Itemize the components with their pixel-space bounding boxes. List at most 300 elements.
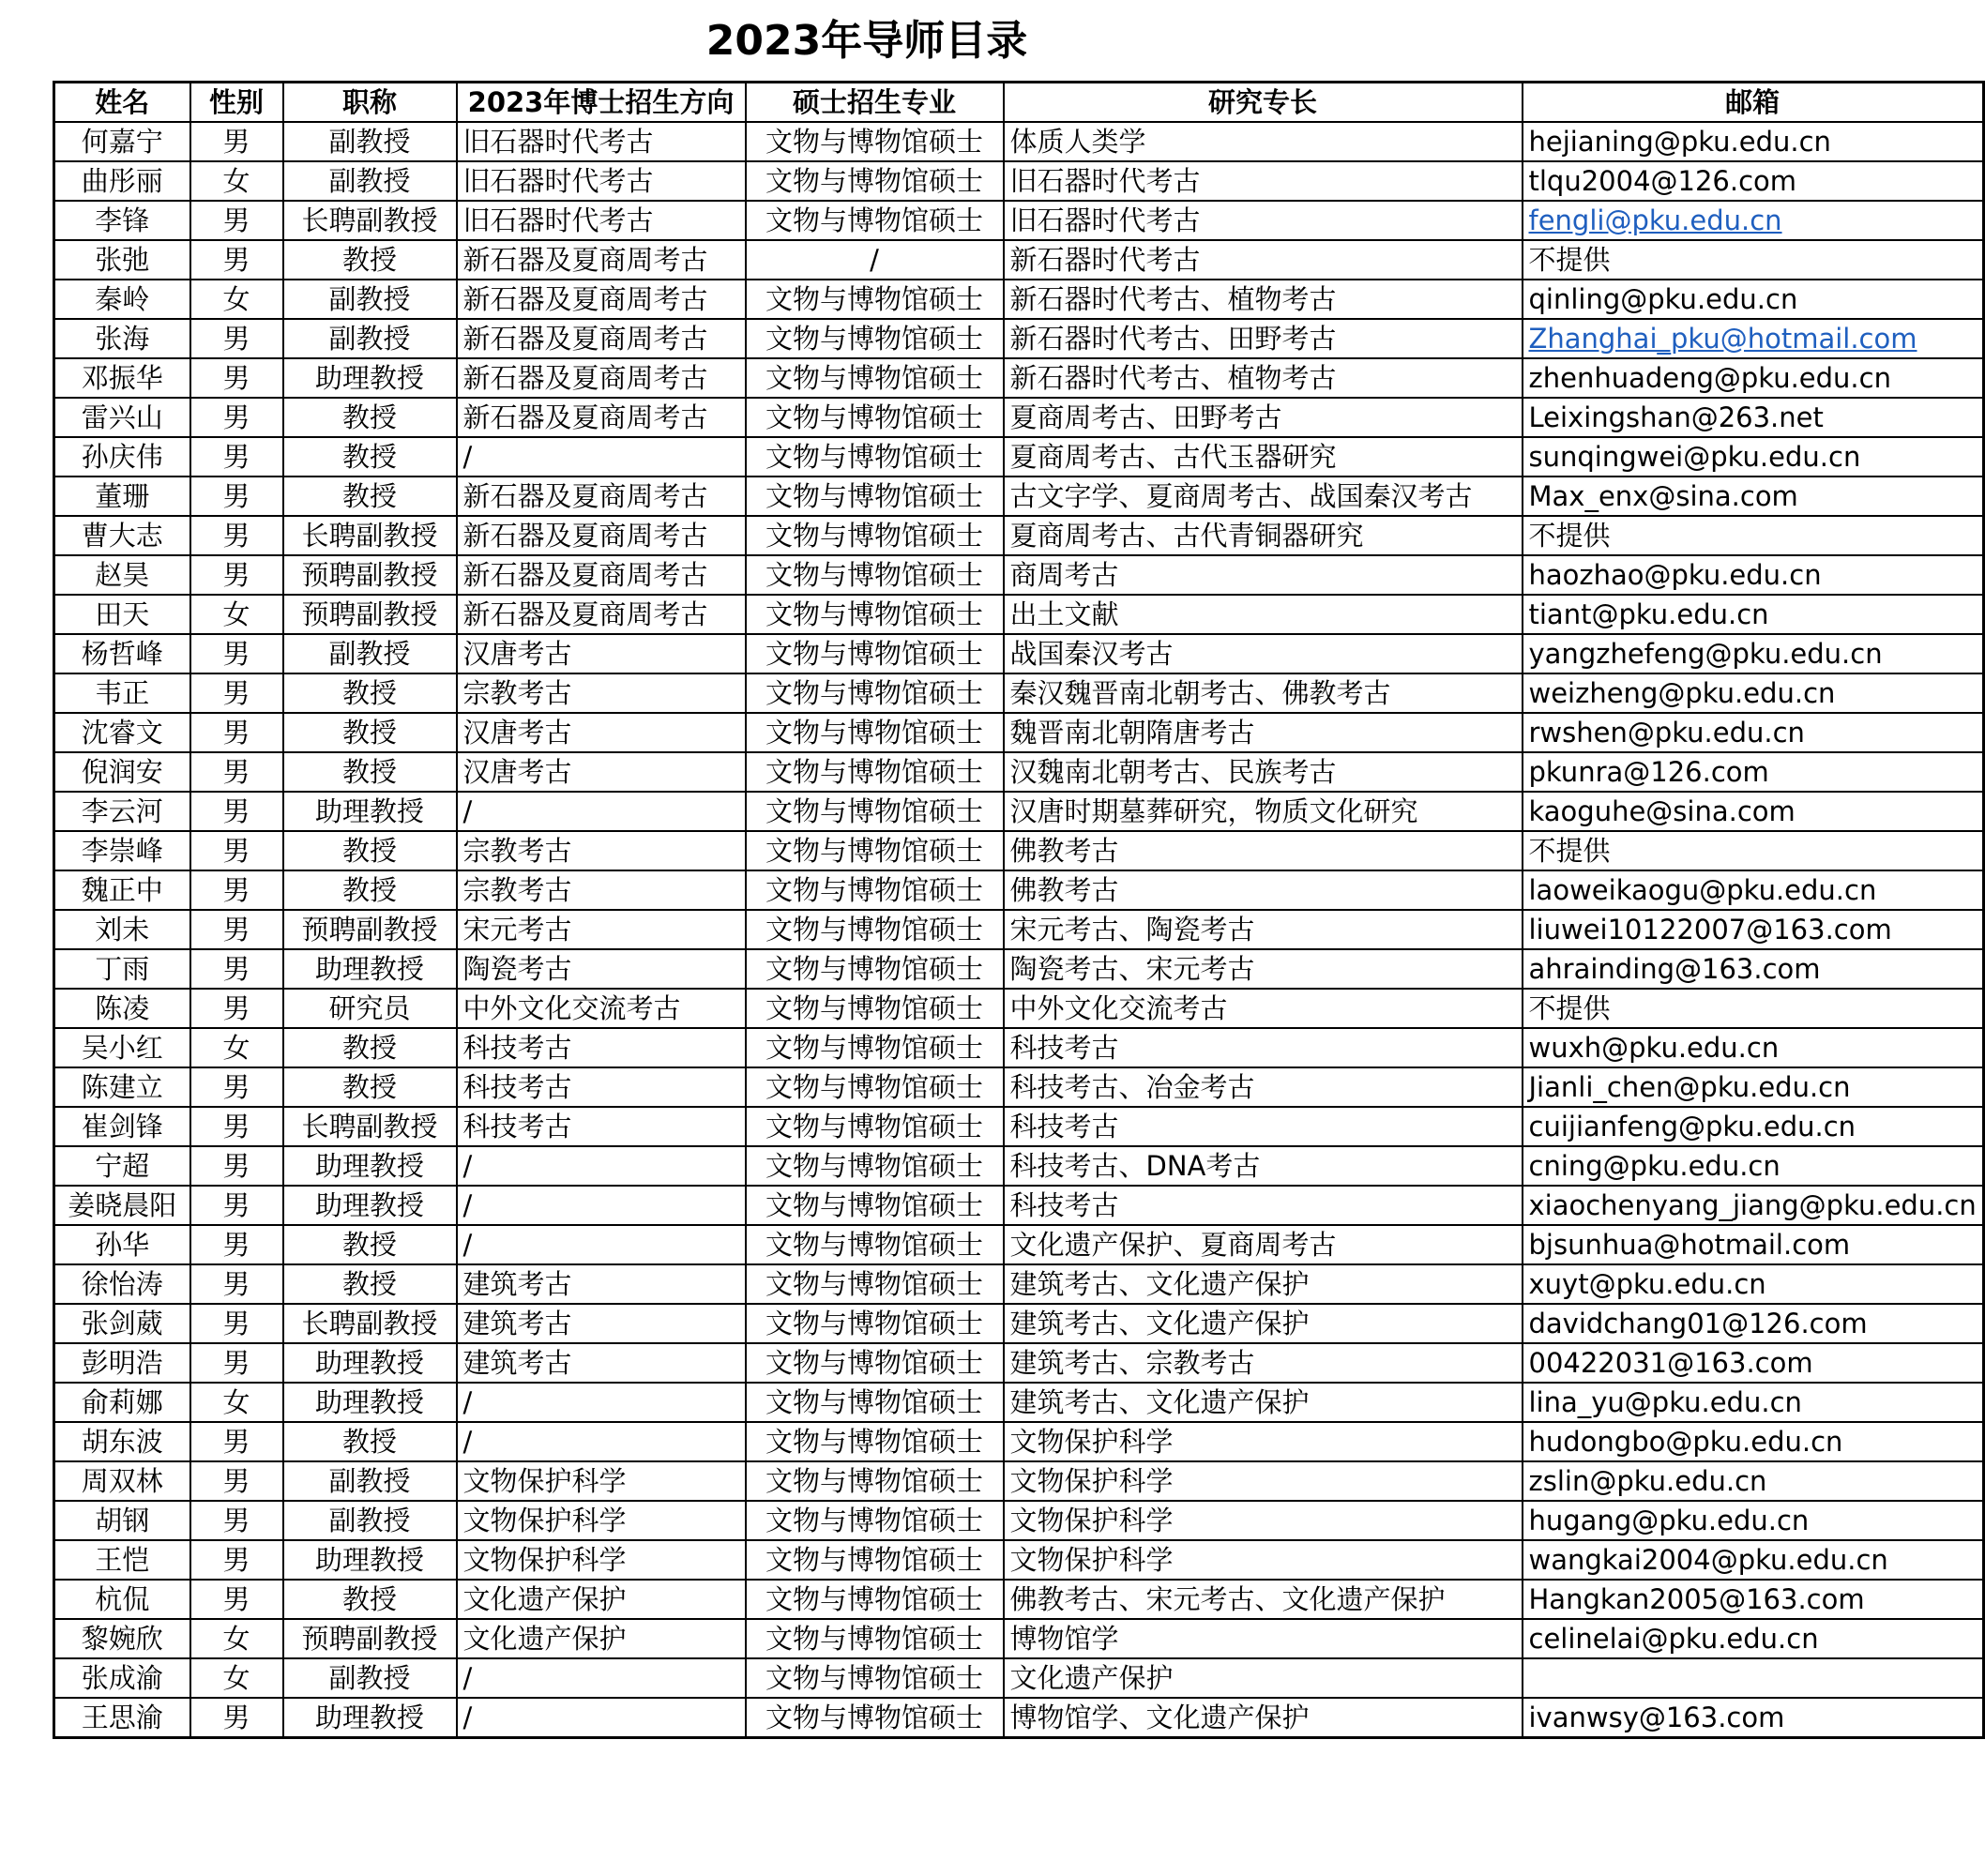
- cell-gender: 男: [190, 122, 283, 161]
- cell-title: 教授: [283, 831, 457, 870]
- cell-phd-direction: /: [457, 792, 746, 831]
- table-row: [54, 477, 1984, 516]
- cell-master-major: 文物与博物馆硕士: [746, 555, 1004, 595]
- cell-email: celinelai@pku.edu.cn: [1523, 1619, 1984, 1658]
- cell-name: 韦正: [54, 673, 190, 713]
- table-row: [54, 1225, 1984, 1264]
- table-row: [54, 1698, 1984, 1738]
- table-row: [54, 831, 1984, 870]
- cell-master-major: 文物与博物馆硕士: [746, 319, 1004, 358]
- cell-phd-direction: 科技考古: [457, 1107, 746, 1146]
- cell-title: 长聘副教授: [283, 516, 457, 555]
- table-row: [54, 1146, 1984, 1186]
- cell-research: 夏商周考古、古代青铜器研究: [1004, 516, 1523, 555]
- cell-research: 建筑考古、宗教考古: [1004, 1343, 1523, 1383]
- cell-phd-direction: /: [457, 1186, 746, 1225]
- cell-gender: 男: [190, 1107, 283, 1146]
- cell-title: 教授: [283, 870, 457, 910]
- cell-phd-direction: /: [457, 1422, 746, 1461]
- header-phd-direction: 2023年博士招生方向: [457, 83, 746, 123]
- cell-name: 李锋: [54, 201, 190, 240]
- table-row: [54, 280, 1984, 319]
- cell-research: 建筑考古、文化遗产保护: [1004, 1383, 1523, 1422]
- cell-gender: 男: [190, 319, 283, 358]
- cell-research: 魏晋南北朝隋唐考古: [1004, 713, 1523, 752]
- cell-phd-direction: 汉唐考古: [457, 752, 746, 792]
- cell-research: 新石器时代考古、植物考古: [1004, 358, 1523, 398]
- cell-title: 教授: [283, 1580, 457, 1619]
- cell-title: 副教授: [283, 1658, 457, 1698]
- cell-phd-direction: 新石器及夏商周考古: [457, 319, 746, 358]
- cell-phd-direction: /: [457, 1698, 746, 1738]
- cell-phd-direction: 新石器及夏商周考古: [457, 477, 746, 516]
- table-row: [54, 122, 1984, 161]
- cell-title: 副教授: [283, 319, 457, 358]
- cell-research: 夏商周考古、田野考古: [1004, 398, 1523, 437]
- cell-research: 汉魏南北朝考古、民族考古: [1004, 752, 1523, 792]
- cell-master-major: 文物与博物馆硕士: [746, 1658, 1004, 1698]
- cell-phd-direction: 文物保护科学: [457, 1461, 746, 1501]
- table-row: [54, 1383, 1984, 1422]
- cell-email: laoweikaogu@pku.edu.cn: [1523, 870, 1984, 910]
- cell-research: 新石器时代考古、田野考古: [1004, 319, 1523, 358]
- page-title: 2023年导师目录: [705, 17, 1028, 65]
- cell-master-major: 文物与博物馆硕士: [746, 1304, 1004, 1343]
- cell-gender: 女: [190, 280, 283, 319]
- cell-name: 杨哲峰: [54, 634, 190, 673]
- header-title: 职称: [283, 83, 457, 123]
- cell-email: 不提供: [1523, 240, 1984, 280]
- cell-gender: 男: [190, 1698, 283, 1738]
- cell-gender: 男: [190, 1146, 283, 1186]
- cell-email: lina_yu@pku.edu.cn: [1523, 1383, 1984, 1422]
- cell-email[interactable]: fengli@pku.edu.cn: [1523, 201, 1984, 240]
- cell-name: 陈凌: [54, 989, 190, 1028]
- table-row: [54, 161, 1984, 201]
- table-row: [54, 1658, 1984, 1698]
- cell-gender: 男: [190, 1461, 283, 1501]
- cell-email: 不提供: [1523, 831, 1984, 870]
- cell-research: 战国秦汉考古: [1004, 634, 1523, 673]
- table-row: [54, 634, 1984, 673]
- cell-title: 助理教授: [283, 358, 457, 398]
- cell-phd-direction: 中外文化交流考古: [457, 989, 746, 1028]
- cell-title: 教授: [283, 398, 457, 437]
- cell-research: 陶瓷考古、宋元考古: [1004, 949, 1523, 989]
- table-row: [54, 1304, 1984, 1343]
- cell-email: ahrainding@163.com: [1523, 949, 1984, 989]
- cell-name: 张海: [54, 319, 190, 358]
- cell-phd-direction: 文化遗产保护: [457, 1619, 746, 1658]
- header-row: [54, 83, 1984, 123]
- table-row: [54, 752, 1984, 792]
- cell-gender: 男: [190, 516, 283, 555]
- cell-master-major: 文物与博物馆硕士: [746, 1107, 1004, 1146]
- cell-master-major: 文物与博物馆硕士: [746, 634, 1004, 673]
- table-row: [54, 1580, 1984, 1619]
- cell-phd-direction: 建筑考古: [457, 1304, 746, 1343]
- cell-research: 文物保护科学: [1004, 1501, 1523, 1540]
- cell-master-major: 文物与博物馆硕士: [746, 1028, 1004, 1067]
- cell-email: zhenhuadeng@pku.edu.cn: [1523, 358, 1984, 398]
- table-row: [54, 1028, 1984, 1067]
- cell-master-major: 文物与博物馆硕士: [746, 1343, 1004, 1383]
- cell-research: 文化遗产保护、夏商周考古: [1004, 1225, 1523, 1264]
- cell-title: 教授: [283, 1028, 457, 1067]
- cell-master-major: 文物与博物馆硕士: [746, 752, 1004, 792]
- cell-email: yangzhefeng@pku.edu.cn: [1523, 634, 1984, 673]
- cell-phd-direction: 科技考古: [457, 1067, 746, 1107]
- cell-title: 预聘副教授: [283, 595, 457, 634]
- cell-email: bjsunhua@hotmail.com: [1523, 1225, 1984, 1264]
- cell-title: 长聘副教授: [283, 201, 457, 240]
- cell-gender: 男: [190, 358, 283, 398]
- table-row: [54, 1107, 1984, 1146]
- cell-title: 教授: [283, 1264, 457, 1304]
- table-row: [54, 398, 1984, 437]
- cell-phd-direction: /: [457, 1146, 746, 1186]
- cell-email: cuijianfeng@pku.edu.cn: [1523, 1107, 1984, 1146]
- cell-title: 教授: [283, 477, 457, 516]
- table-row: [54, 1422, 1984, 1461]
- cell-master-major: 文物与博物馆硕士: [746, 1146, 1004, 1186]
- cell-name: 田天: [54, 595, 190, 634]
- cell-title: 助理教授: [283, 1186, 457, 1225]
- cell-phd-direction: 旧石器时代考古: [457, 161, 746, 201]
- cell-email: sunqingwei@pku.edu.cn: [1523, 437, 1984, 477]
- cell-phd-direction: 汉唐考古: [457, 713, 746, 752]
- cell-phd-direction: 宗教考古: [457, 673, 746, 713]
- cell-research: 博物馆学: [1004, 1619, 1523, 1658]
- cell-title: 教授: [283, 713, 457, 752]
- cell-title: 副教授: [283, 122, 457, 161]
- table-row: [54, 319, 1984, 358]
- cell-gender: 女: [190, 595, 283, 634]
- cell-research: 佛教考古、宋元考古、文化遗产保护: [1004, 1580, 1523, 1619]
- cell-research: 汉唐时期墓葬研究，物质文化研究: [1004, 792, 1523, 831]
- cell-title: 教授: [283, 673, 457, 713]
- cell-phd-direction: 新石器及夏商周考古: [457, 595, 746, 634]
- cell-email: Hangkan2005@163.com: [1523, 1580, 1984, 1619]
- cell-research: 佛教考古: [1004, 831, 1523, 870]
- cell-email: wuxh@pku.edu.cn: [1523, 1028, 1984, 1067]
- cell-master-major: 文物与博物馆硕士: [746, 280, 1004, 319]
- cell-master-major: 文物与博物馆硕士: [746, 949, 1004, 989]
- table-row: [54, 673, 1984, 713]
- cell-research: 秦汉魏晋南北朝考古、佛教考古: [1004, 673, 1523, 713]
- cell-phd-direction: 文物保护科学: [457, 1540, 746, 1580]
- cell-master-major: 文物与博物馆硕士: [746, 1225, 1004, 1264]
- cell-name: 胡钢: [54, 1501, 190, 1540]
- cell-research: 博物馆学、文化遗产保护: [1004, 1698, 1523, 1738]
- table-row: [54, 870, 1984, 910]
- cell-master-major: 文物与博物馆硕士: [746, 398, 1004, 437]
- cell-phd-direction: 宗教考古: [457, 831, 746, 870]
- cell-title: 教授: [283, 1422, 457, 1461]
- cell-master-major: 文物与博物馆硕士: [746, 1461, 1004, 1501]
- cell-gender: 男: [190, 398, 283, 437]
- table-row: [54, 1067, 1984, 1107]
- cell-email: 不提供: [1523, 989, 1984, 1028]
- cell-master-major: 文物与博物馆硕士: [746, 1698, 1004, 1738]
- cell-gender: 男: [190, 634, 283, 673]
- cell-name: 丁雨: [54, 949, 190, 989]
- cell-phd-direction: 旧石器时代考古: [457, 201, 746, 240]
- cell-name: 周双林: [54, 1461, 190, 1501]
- cell-research: 科技考古: [1004, 1107, 1523, 1146]
- table-row: [54, 989, 1984, 1028]
- cell-title: 助理教授: [283, 1383, 457, 1422]
- cell-title: 副教授: [283, 280, 457, 319]
- cell-research: 科技考古、DNA考古: [1004, 1146, 1523, 1186]
- cell-email: liuwei10122007@163.com: [1523, 910, 1984, 949]
- cell-gender: 男: [190, 870, 283, 910]
- table-row: [54, 1619, 1984, 1658]
- cell-title: 教授: [283, 437, 457, 477]
- cell-gender: 男: [190, 1580, 283, 1619]
- table-row: [54, 358, 1984, 398]
- cell-gender: 男: [190, 673, 283, 713]
- cell-gender: 男: [190, 1225, 283, 1264]
- cell-master-major: 文物与博物馆硕士: [746, 437, 1004, 477]
- cell-research: 佛教考古: [1004, 870, 1523, 910]
- cell-name: 崔剑锋: [54, 1107, 190, 1146]
- cell-gender: 男: [190, 1343, 283, 1383]
- cell-name: 董珊: [54, 477, 190, 516]
- cell-name: 赵昊: [54, 555, 190, 595]
- cell-email: Jianli_chen@pku.edu.cn: [1523, 1067, 1984, 1107]
- cell-name: 李云河: [54, 792, 190, 831]
- cell-email: 00422031@163.com: [1523, 1343, 1984, 1383]
- cell-research: 宋元考古、陶瓷考古: [1004, 910, 1523, 949]
- table-row: [54, 595, 1984, 634]
- cell-master-major: 文物与博物馆硕士: [746, 477, 1004, 516]
- header-master-major: 硕士招生专业: [746, 83, 1004, 123]
- header-email: 邮箱: [1523, 83, 1984, 123]
- cell-name: 彭明浩: [54, 1343, 190, 1383]
- cell-email: davidchang01@126.com: [1523, 1304, 1984, 1343]
- cell-master-major: 文物与博物馆硕士: [746, 358, 1004, 398]
- table-row: [54, 1264, 1984, 1304]
- cell-email: ivanwsy@163.com: [1523, 1698, 1984, 1738]
- cell-master-major: 文物与博物馆硕士: [746, 1186, 1004, 1225]
- table-row: [54, 1501, 1984, 1540]
- header-research: 研究专长: [1004, 83, 1523, 123]
- cell-gender: 男: [190, 1067, 283, 1107]
- advisor-directory-table: [53, 81, 1985, 1739]
- cell-master-major: 文物与博物馆硕士: [746, 870, 1004, 910]
- cell-title: 教授: [283, 240, 457, 280]
- cell-master-major: 文物与博物馆硕士: [746, 1264, 1004, 1304]
- cell-master-major: 文物与博物馆硕士: [746, 1501, 1004, 1540]
- cell-master-major: 文物与博物馆硕士: [746, 989, 1004, 1028]
- cell-gender: 男: [190, 201, 283, 240]
- cell-gender: 女: [190, 1028, 283, 1067]
- cell-gender: 女: [190, 1383, 283, 1422]
- cell-phd-direction: 新石器及夏商周考古: [457, 358, 746, 398]
- cell-master-major: 文物与博物馆硕士: [746, 1580, 1004, 1619]
- cell-title: 助理教授: [283, 1698, 457, 1738]
- cell-gender: 男: [190, 477, 283, 516]
- cell-phd-direction: /: [457, 1383, 746, 1422]
- cell-master-major: 文物与博物馆硕士: [746, 713, 1004, 752]
- table-row: [54, 437, 1984, 477]
- cell-title: 教授: [283, 1225, 457, 1264]
- cell-title: 助理教授: [283, 1146, 457, 1186]
- cell-research: 科技考古: [1004, 1186, 1523, 1225]
- table-row: [54, 555, 1984, 595]
- cell-master-major: 文物与博物馆硕士: [746, 1619, 1004, 1658]
- cell-name: 杭侃: [54, 1580, 190, 1619]
- table-row: [54, 240, 1984, 280]
- cell-gender: 男: [190, 1186, 283, 1225]
- cell-phd-direction: 陶瓷考古: [457, 949, 746, 989]
- cell-gender: 男: [190, 240, 283, 280]
- table-row: [54, 201, 1984, 240]
- cell-title: 教授: [283, 1067, 457, 1107]
- cell-master-major: 文物与博物馆硕士: [746, 792, 1004, 831]
- cell-gender: 男: [190, 752, 283, 792]
- cell-email: Max_enx@sina.com: [1523, 477, 1984, 516]
- cell-email: hugang@pku.edu.cn: [1523, 1501, 1984, 1540]
- cell-title: 助理教授: [283, 792, 457, 831]
- cell-email: cning@pku.edu.cn: [1523, 1146, 1984, 1186]
- cell-name: 雷兴山: [54, 398, 190, 437]
- cell-name: 张成渝: [54, 1658, 190, 1698]
- cell-name: 孙华: [54, 1225, 190, 1264]
- cell-gender: 男: [190, 1422, 283, 1461]
- cell-research: 中外文化交流考古: [1004, 989, 1523, 1028]
- cell-name: 王恺: [54, 1540, 190, 1580]
- cell-name: 曹大志: [54, 516, 190, 555]
- cell-gender: 男: [190, 910, 283, 949]
- cell-gender: 男: [190, 989, 283, 1028]
- cell-gender: 男: [190, 437, 283, 477]
- table-row: [54, 1343, 1984, 1383]
- cell-gender: 男: [190, 792, 283, 831]
- cell-title: 长聘副教授: [283, 1304, 457, 1343]
- cell-research: 建筑考古、文化遗产保护: [1004, 1304, 1523, 1343]
- cell-name: 孙庆伟: [54, 437, 190, 477]
- cell-gender: 男: [190, 831, 283, 870]
- cell-gender: 男: [190, 1264, 283, 1304]
- cell-name: 俞莉娜: [54, 1383, 190, 1422]
- table-row: [54, 792, 1984, 831]
- cell-master-major: 文物与博物馆硕士: [746, 1383, 1004, 1422]
- cell-email[interactable]: Zhanghai_pku@hotmail.com: [1523, 319, 1984, 358]
- cell-research: 文物保护科学: [1004, 1422, 1523, 1461]
- cell-phd-direction: 新石器及夏商周考古: [457, 398, 746, 437]
- cell-phd-direction: 文化遗产保护: [457, 1580, 746, 1619]
- cell-research: 建筑考古、文化遗产保护: [1004, 1264, 1523, 1304]
- cell-name: 吴小红: [54, 1028, 190, 1067]
- cell-email: zslin@pku.edu.cn: [1523, 1461, 1984, 1501]
- cell-name: 曲彤丽: [54, 161, 190, 201]
- table-row: [54, 949, 1984, 989]
- cell-phd-direction: 建筑考古: [457, 1343, 746, 1383]
- cell-title: 助理教授: [283, 1343, 457, 1383]
- cell-title: 副教授: [283, 1461, 457, 1501]
- cell-title: 预聘副教授: [283, 1619, 457, 1658]
- cell-email: 不提供: [1523, 516, 1984, 555]
- cell-email: [1523, 1658, 1984, 1698]
- cell-name: 徐怡涛: [54, 1264, 190, 1304]
- cell-gender: 男: [190, 1540, 283, 1580]
- header-gender: 性别: [190, 83, 283, 123]
- cell-phd-direction: 宋元考古: [457, 910, 746, 949]
- cell-research: 科技考古: [1004, 1028, 1523, 1067]
- cell-research: 出土文献: [1004, 595, 1523, 634]
- cell-gender: 男: [190, 949, 283, 989]
- header-name: 姓名: [54, 83, 190, 123]
- cell-name: 胡东波: [54, 1422, 190, 1461]
- cell-phd-direction: 宗教考古: [457, 870, 746, 910]
- cell-master-major: 文物与博物馆硕士: [746, 1540, 1004, 1580]
- cell-research: 文化遗产保护: [1004, 1658, 1523, 1698]
- cell-research: 夏商周考古、古代玉器研究: [1004, 437, 1523, 477]
- cell-gender: 女: [190, 161, 283, 201]
- cell-research: 新石器时代考古、植物考古: [1004, 280, 1523, 319]
- cell-research: 新石器时代考古: [1004, 240, 1523, 280]
- cell-name: 陈建立: [54, 1067, 190, 1107]
- cell-master-major: /: [746, 240, 1004, 280]
- cell-gender: 男: [190, 1304, 283, 1343]
- cell-title: 副教授: [283, 1501, 457, 1540]
- cell-phd-direction: /: [457, 1225, 746, 1264]
- cell-research: 旧石器时代考古: [1004, 161, 1523, 201]
- cell-master-major: 文物与博物馆硕士: [746, 1422, 1004, 1461]
- cell-name: 何嘉宁: [54, 122, 190, 161]
- table-row: [54, 1461, 1984, 1501]
- cell-email: tiant@pku.edu.cn: [1523, 595, 1984, 634]
- cell-gender: 女: [190, 1658, 283, 1698]
- cell-research: 文物保护科学: [1004, 1540, 1523, 1580]
- cell-master-major: 文物与博物馆硕士: [746, 673, 1004, 713]
- cell-title: 预聘副教授: [283, 555, 457, 595]
- cell-title: 助理教授: [283, 1540, 457, 1580]
- cell-name: 邓振华: [54, 358, 190, 398]
- cell-name: 沈睿文: [54, 713, 190, 752]
- cell-email: weizheng@pku.edu.cn: [1523, 673, 1984, 713]
- cell-title: 教授: [283, 752, 457, 792]
- cell-research: 体质人类学: [1004, 122, 1523, 161]
- table-row: [54, 516, 1984, 555]
- cell-master-major: 文物与博物馆硕士: [746, 122, 1004, 161]
- cell-name: 李崇峰: [54, 831, 190, 870]
- cell-email: rwshen@pku.edu.cn: [1523, 713, 1984, 752]
- cell-name: 张剑葳: [54, 1304, 190, 1343]
- cell-name: 刘未: [54, 910, 190, 949]
- cell-email: tlqu2004@126.com: [1523, 161, 1984, 201]
- cell-email: hejianing@pku.edu.cn: [1523, 122, 1984, 161]
- table-row: [54, 910, 1984, 949]
- cell-email: kaoguhe@sina.com: [1523, 792, 1984, 831]
- cell-phd-direction: /: [457, 437, 746, 477]
- cell-email: hudongbo@pku.edu.cn: [1523, 1422, 1984, 1461]
- table-row: [54, 713, 1984, 752]
- cell-email: pkunra@126.com: [1523, 752, 1984, 792]
- cell-gender: 男: [190, 555, 283, 595]
- cell-master-major: 文物与博物馆硕士: [746, 1067, 1004, 1107]
- cell-email: xiaochenyang_jiang@pku.edu.cn: [1523, 1186, 1984, 1225]
- cell-gender: 男: [190, 713, 283, 752]
- cell-title: 预聘副教授: [283, 910, 457, 949]
- cell-phd-direction: 新石器及夏商周考古: [457, 516, 746, 555]
- cell-email: qinling@pku.edu.cn: [1523, 280, 1984, 319]
- cell-name: 王思渝: [54, 1698, 190, 1738]
- cell-master-major: 文物与博物馆硕士: [746, 831, 1004, 870]
- cell-title: 研究员: [283, 989, 457, 1028]
